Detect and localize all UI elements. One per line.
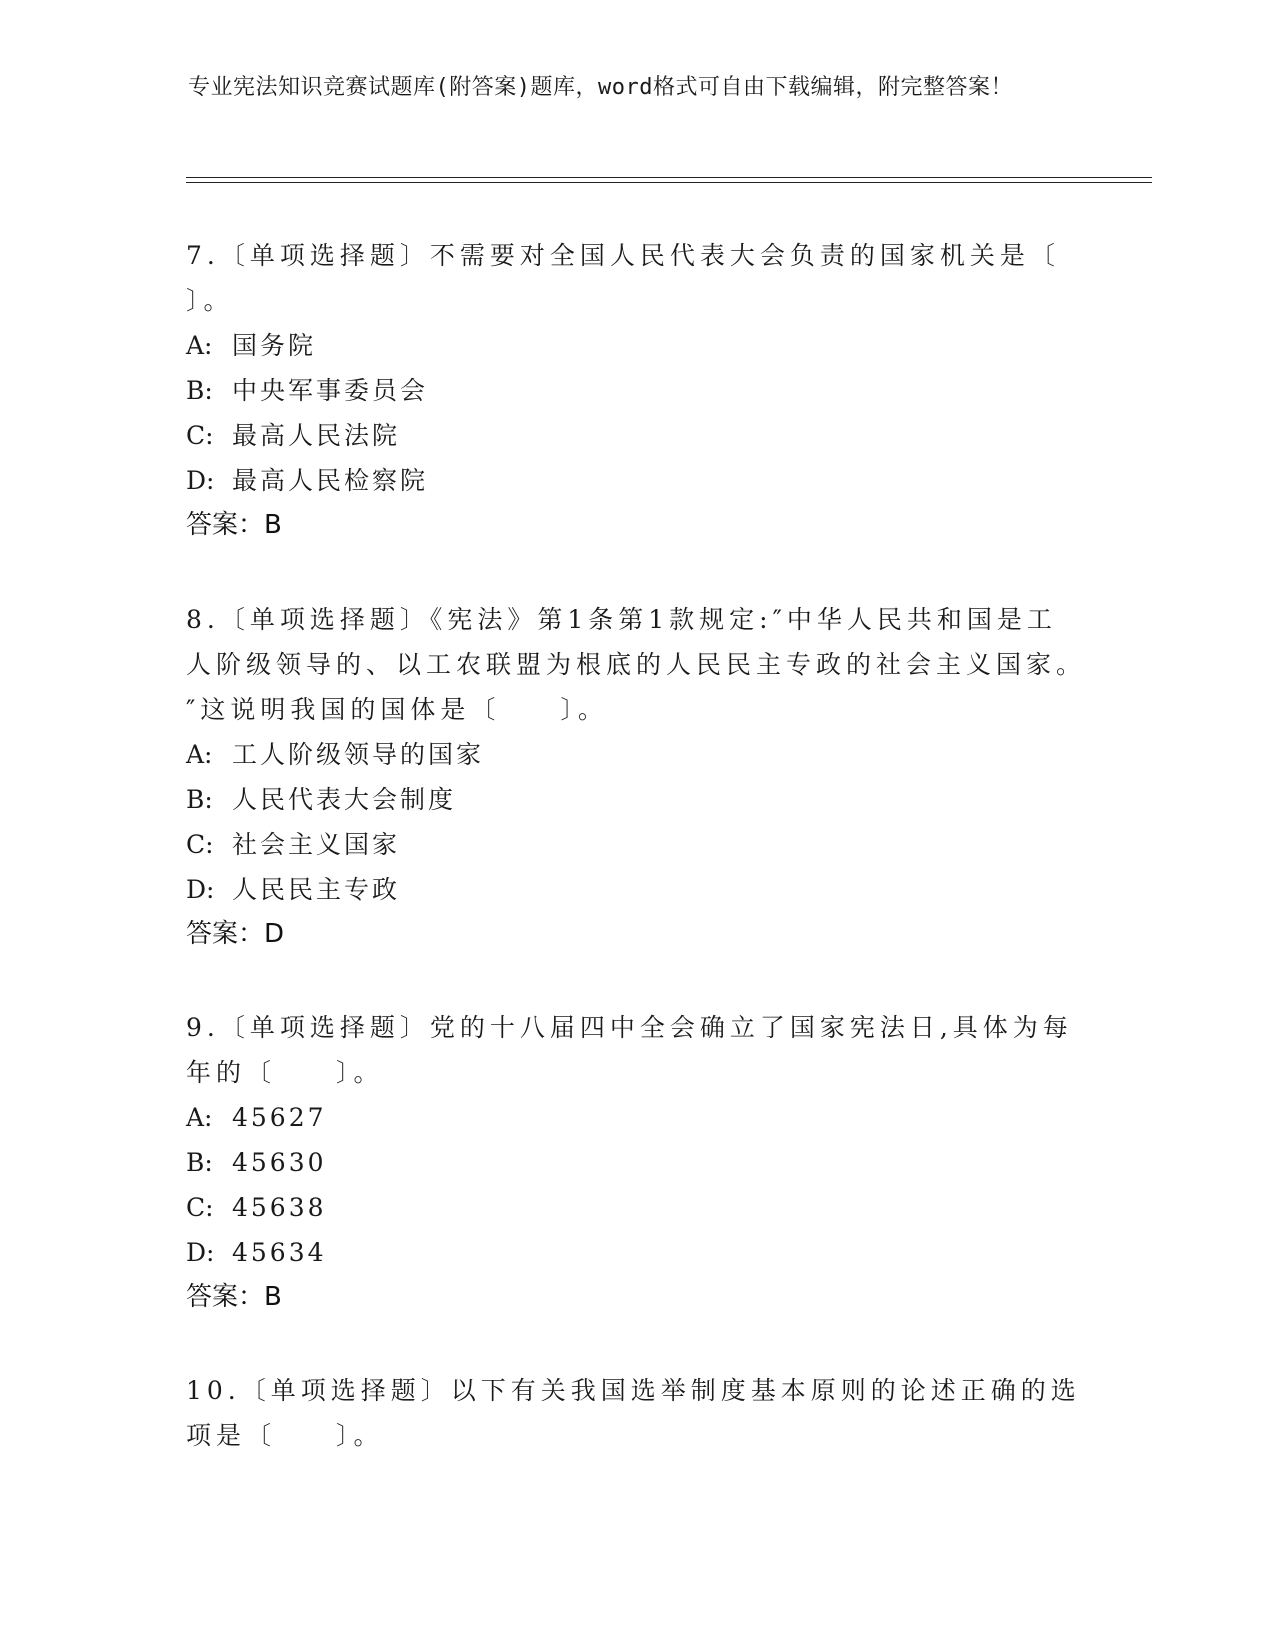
document-header: 专业宪法知识竞赛试题库(附答案)题库，word格式可自由下载编辑，附完整答案！ (188, 75, 1013, 100)
header-rule-bottom (186, 182, 1152, 183)
option-b (186, 777, 1086, 822)
option-d (186, 1230, 1086, 1275)
option-key: A: (186, 331, 213, 360)
option-text: 社会主义国家 (232, 830, 401, 859)
option-key: D: (186, 875, 215, 904)
answer-label: 答案：B (186, 1282, 282, 1312)
option-text: 45634 (232, 1238, 327, 1267)
option-key: C: (186, 1193, 214, 1222)
option-text: 45630 (232, 1148, 327, 1177)
option-a (186, 732, 1086, 777)
question-block (186, 1368, 1086, 1458)
option-key: C: (186, 830, 214, 859)
question-stem: 9.〔单项选择题〕党的十八届四中全会确立了国家宪法日,具体为每年的〔 〕。 (186, 1013, 1073, 1087)
option-text: 最高人民法院 (232, 421, 401, 450)
option-text: 人民代表大会制度 (232, 785, 457, 814)
option-key: D: (186, 1238, 215, 1267)
option-key: C: (186, 421, 214, 450)
option-key: A: (186, 740, 213, 769)
option-key: B: (186, 1148, 213, 1177)
option-c (186, 413, 1086, 458)
question-stem: 7.〔单项选择题〕不需要对全国人民代表大会负责的国家机关是〔 〕。 (186, 241, 1120, 315)
question-stem: 8.〔单项选择题〕《宪法》第1条第1款规定:″中华人民共和国是工人阶级领导的、以工农联盟为根底的人民民主专政的社会主义国家。″这说明我国的国体是〔 〕。 (186, 605, 1087, 724)
option-d (186, 867, 1086, 912)
option-a (186, 1095, 1086, 1140)
option-key: B: (186, 785, 213, 814)
option-key: D: (186, 466, 215, 495)
option-text: 45638 (232, 1193, 327, 1222)
option-c (186, 822, 1086, 867)
question-stem: 10.〔单项选择题〕以下有关我国选举制度基本原则的论述正确的选项是〔 〕。 (186, 1376, 1081, 1450)
option-text: 工人阶级领导的国家 (232, 740, 485, 769)
option-text: 45627 (232, 1103, 327, 1132)
option-text: 中央军事委员会 (232, 376, 429, 405)
option-c (186, 1185, 1086, 1230)
question-block (186, 233, 1120, 548)
question-block (186, 597, 1086, 957)
header-rule-top (186, 177, 1152, 178)
option-d (186, 458, 1086, 503)
question-block (186, 1005, 1086, 1320)
answer-label: 答案：B (186, 510, 282, 540)
option-text: 人民民主专政 (232, 875, 401, 904)
option-b (186, 1140, 1086, 1185)
option-key: A: (186, 1103, 213, 1132)
answer-label: 答案：D (186, 919, 285, 949)
option-a (186, 323, 1086, 368)
option-key: B: (186, 376, 213, 405)
option-text: 最高人民检察院 (232, 466, 429, 495)
option-text: 国务院 (232, 331, 317, 360)
option-b (186, 368, 1086, 413)
